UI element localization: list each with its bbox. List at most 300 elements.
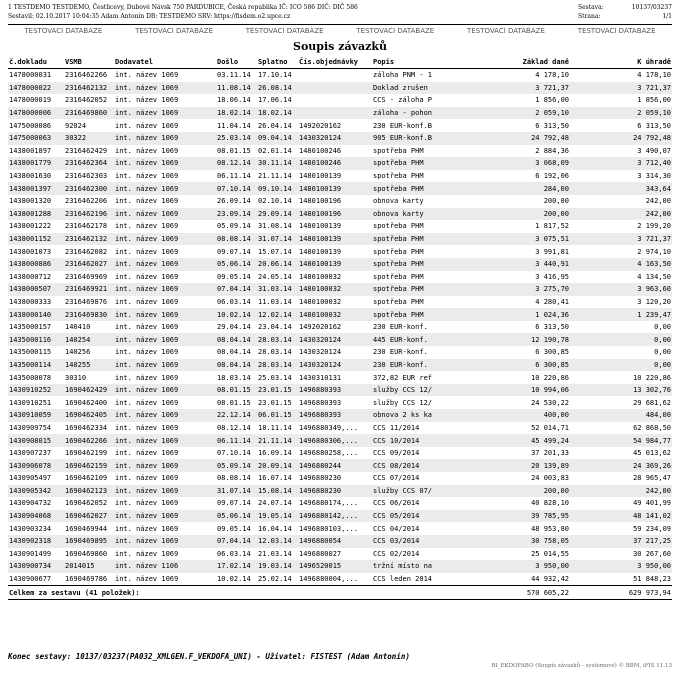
cell-supplier: int. název 1069 [114,233,216,246]
table-row [8,321,672,334]
cell-to-pay: 1 856,00 [637,96,671,105]
cell-order: 1480100139 [298,233,372,246]
cell-doc: 1438001073 [9,247,52,256]
cell-description: obnova 2 ks ka [372,409,466,422]
cell-due: 29.09.14 [257,208,298,221]
cell-description: spotřeba PHM [373,172,424,181]
col-header-doc: č.dokladu [8,56,64,69]
cell-description: CCS leden 2014 [373,575,433,584]
cell-received: 05.09.14 [216,459,257,472]
cell-doc: 1478000019 [9,96,52,105]
cell-supplier: int. název 1069 [115,146,179,155]
cell-supplier: int. název 1069 [115,197,179,206]
table-row [8,258,672,271]
cell-vsmb: 1690469860 [65,549,108,558]
cell-due: 12.03.14 [257,535,298,548]
cell-to-pay: 51 848,23 [633,575,671,584]
cell-supplier: int. název 1069 [115,449,179,458]
cell-vsmb: 30310 [65,373,87,382]
cell-received: 11.08.14 [216,82,257,95]
table-row [8,535,672,548]
cell-to-pay: 59 234,09 [633,524,671,533]
cell-doc: 1435000115 [9,348,52,357]
cell-supplier: int. název 1069 [115,549,179,558]
cell-order: 1496880103,... [299,524,359,533]
cell-doc: 1475000063 [8,132,64,145]
cell-received: 08.01.15 [216,384,257,397]
cell-to-pay: 48 141,02 [570,510,672,523]
cell-supplier: int. název 1069 [115,272,179,281]
cell-order: 1496880174,... [299,499,359,508]
cell-to-pay: 0,00 [654,348,671,357]
cell-received: 05.06.14 [216,510,257,523]
cell-to-pay: 0,00 [570,359,672,372]
cell-order: 1430320124 [299,348,342,357]
cell-due: 23.01.15 [258,398,292,407]
cell-order: 1496880244 [298,459,372,472]
cell-due: 16.07.14 [258,474,292,483]
cell-due: 20.06.14 [257,258,298,271]
cell-vsmb: 2316469969 [65,272,108,281]
table-row [8,472,672,485]
cell-received: 05.06.14 [216,258,257,271]
cell-received: 09.07.14 [217,499,251,508]
cell-doc: 1435000078 [9,373,52,382]
cell-order: 1496880230 [299,474,342,483]
cell-description: spotřeba PHM [372,233,466,246]
cell-supplier: int. název 1069 [115,71,179,80]
cell-supplier: int. název 1069 [114,535,216,548]
cell-to-pay: 3 490,07 [637,146,671,155]
table-row [8,548,672,561]
cell-tax-base: 3 416,95 [535,272,569,281]
cell-supplier: int. název 1069 [115,474,179,483]
cell-description: služby CCS 12/ [372,384,466,397]
cell-received: 10.02.14 [217,575,251,584]
cell-to-pay: 30 267,60 [633,549,671,558]
watermark-text: TESTOVACÍ DATABÁZE [356,27,435,35]
cell-to-pay: 343,64 [570,182,672,195]
cell-order: 1480100139 [299,222,342,231]
cell-order: 1480100032 [298,283,372,296]
watermark-text: TESTOVACÍ DATABÁZE [24,27,103,35]
cell-supplier: int. název 1069 [114,510,216,523]
cell-order: 1480100139 [299,247,342,256]
cell-description: obnova karty [373,197,424,206]
cell-to-pay: 6 313,50 [637,121,671,130]
table-header-row [8,56,672,69]
cell-to-pay: 2 199,20 [637,222,671,231]
cell-doc: 1435000114 [8,359,64,372]
table-row [8,233,672,246]
cell-order: 1496880230 [298,485,372,498]
cell-doc: 1430900734 [8,560,64,573]
cell-doc: 1478000031 [9,71,52,80]
cell-description: spotřeba PHM [372,157,466,170]
cell-description: spotřeba PHM [373,146,424,155]
cell-description: 445 EUR-konf. [372,333,466,346]
cell-tax-base: 200,00 [466,208,570,221]
cell-supplier: int. název 1069 [114,82,216,95]
cell-doc: 1438001222 [9,222,52,231]
cell-received: 06.11.14 [216,434,257,447]
cell-description: záloha PNM - 1 [373,71,433,80]
cell-received: 06.03.14 [217,297,251,306]
cell-description: spotřeba PHM [372,308,466,321]
cell-to-pay: 62 868,50 [633,423,671,432]
cell-vsmb: 2316462132 [64,233,114,246]
cell-description: CCS 06/2014 [373,499,420,508]
cell-description: služby CCS 07/ [372,485,466,498]
cell-received: 18.03.14 [217,373,251,382]
cell-description: spotřeba PHM [373,222,424,231]
cell-order: 1480100246 [298,157,372,170]
cell-tax-base: 48 953,80 [531,524,569,533]
cell-order: 1496880142,... [298,510,372,523]
cell-vsmb: 1690469944 [65,524,108,533]
cell-supplier: int. název 1069 [114,459,216,472]
cell-doc: 1438000886 [8,258,64,271]
cell-vsmb: 1690469895 [64,535,114,548]
cell-received: 08.04.14 [217,348,251,357]
cell-supplier: int. název 1069 [115,499,179,508]
cell-doc: 1430907237 [9,449,52,458]
cell-tax-base: 10 220,86 [531,373,569,382]
cell-vsmb: 2316462266 [65,71,108,80]
col-header-vsmb: VSMB [64,56,114,69]
report-title: Soupis závazků [293,40,387,53]
cell-tax-base: 6 313,50 [535,121,569,130]
cell-order: 1496880027 [299,549,342,558]
cell-vsmb: 1690462123 [64,485,114,498]
table-row [8,271,672,284]
table-row [8,447,672,460]
cell-description: CCS 07/2014 [373,474,420,483]
cell-tax-base: 6 192,06 [535,172,569,181]
cell-supplier: int. název 1069 [115,398,179,407]
table-row [8,434,672,447]
cell-tax-base: 200,00 [543,197,569,206]
cell-received: 17.02.14 [216,560,257,573]
cell-description: CCS 08/2014 [372,459,466,472]
cell-vsmb: 30322 [64,132,114,145]
cell-order: 1496880349,... [299,423,359,432]
cell-to-pay: 242,00 [570,485,672,498]
cell-doc: 1438001288 [8,208,64,221]
cell-doc: 1438001630 [9,172,52,181]
cell-description: CCS 09/2014 [373,449,420,458]
cell-due: 19.05.14 [257,510,298,523]
cell-doc: 1475000086 [9,121,52,130]
cell-supplier: int. název 1106 [114,560,216,573]
cell-vsmb: 140410 [65,323,91,332]
cell-supplier: int. název 1069 [115,297,179,306]
cell-received: 31.07.14 [216,485,257,498]
cell-tax-base: 39 785,95 [466,510,570,523]
cell-supplier: int. název 1069 [114,132,216,145]
cell-order: 1480100032 [299,297,342,306]
table-row [8,145,672,158]
cell-tax-base: 24 792,48 [466,132,570,145]
cell-vsmb: 2316462027 [64,258,114,271]
cell-order: 1492020162 [299,121,342,130]
cell-supplier: int. název 1069 [115,247,179,256]
cell-received: 09.05.14 [217,272,251,281]
cell-received: 05.09.14 [217,222,251,231]
page-value: 1/1 [662,13,672,20]
cell-doc: 1435000116 [8,333,64,346]
cell-to-pay: 242,00 [570,208,672,221]
cell-doc: 1438000140 [8,308,64,321]
cell-received: 18.02.14 [216,107,257,120]
cell-vsmb: 1690462266 [64,434,114,447]
cell-doc: 1430903234 [9,524,52,533]
cell-received: 29.04.14 [217,323,251,332]
cell-supplier: int. název 1069 [115,323,179,332]
table-row [8,245,672,258]
table-row [8,308,672,321]
cell-doc: 1438001779 [8,157,64,170]
cell-supplier: int. název 1069 [114,182,216,195]
cell-due: 17.06.14 [258,96,292,105]
table-row [8,132,672,145]
cell-supplier: int. název 1069 [114,333,216,346]
cell-to-pay: 49 401,99 [633,499,671,508]
cell-order: 1496880306,... [298,434,372,447]
cell-to-pay: 4 163,50 [570,258,672,271]
cell-tax-base: 3 068,09 [466,157,570,170]
cell-description: CCS 10/2014 [372,434,466,447]
total-due: 629 973,94 [570,586,672,600]
cell-to-pay: 54 984,77 [570,434,672,447]
cell-received: 06.03.14 [217,549,251,558]
cell-due: 24.07.14 [258,499,292,508]
cell-received: 10.02.14 [216,308,257,321]
cell-due: 17.10.14 [258,71,292,80]
table-row [8,208,672,221]
col-header-received: Došlo [216,56,257,69]
cell-description: 230 EUR-konf. [373,348,428,357]
cell-to-pay: 3 721,37 [570,233,672,246]
cell-supplier: int. název 1069 [114,485,216,498]
table-row [8,296,672,309]
cell-supplier: int. název 1069 [114,434,216,447]
cell-vsmb: 2316469921 [64,283,114,296]
cell-vsmb: 1690462334 [65,423,108,432]
cell-received: 03.11.14 [217,71,251,80]
cell-to-pay: 0,00 [570,333,672,346]
cell-received: 07.10.14 [216,182,257,195]
cell-doc: 1478000022 [8,82,64,95]
cell-to-pay: 3 950,00 [570,560,672,573]
cell-due: 06.01.15 [257,409,298,422]
cell-received: 23.09.14 [216,208,257,221]
cell-supplier: int. název 1069 [115,96,179,105]
cell-order: 1480100139 [299,172,342,181]
cell-tax-base: 3 075,51 [466,233,570,246]
cell-to-pay: 45 013,62 [633,449,671,458]
cell-due: 26.04.14 [258,121,292,130]
cell-order: 1430320124 [298,132,372,145]
cell-to-pay: 0,00 [654,323,671,332]
table-row [8,283,672,296]
cell-supplier: int. název 1069 [115,373,179,382]
cell-tax-base: 20 139,89 [466,459,570,472]
cell-due: 21.11.14 [257,434,298,447]
cell-description: spotřeba PHM [372,182,466,195]
col-header-due: Splatno [257,56,298,69]
cell-due: 15.08.14 [257,485,298,498]
cell-description: obnova karty [372,208,466,221]
cell-due: 23.01.15 [257,384,298,397]
table-row [8,195,672,208]
table-row [8,333,672,346]
cell-vsmb: 2316462132 [64,82,114,95]
table-row [8,170,672,183]
cell-doc: 1430900677 [9,575,52,584]
cell-received: 08.12.14 [217,423,251,432]
col-header-to-pay: K úhradě [570,56,672,69]
cell-description: 230 EUR-konf. [373,323,428,332]
cell-tax-base: 1 817,52 [535,222,569,231]
cell-to-pay: 2 974,10 [637,247,671,256]
table-row [8,485,672,498]
cell-order: 1496880054 [298,535,372,548]
cell-doc: 1430910252 [8,384,64,397]
cell-due: 21.03.14 [258,549,292,558]
cell-received: 18.06.14 [217,96,251,105]
cell-description: 230 EUR-konf.B [373,121,433,130]
cell-vsmb: 1690462159 [64,459,114,472]
table-row [8,69,672,82]
cell-order [298,94,372,107]
cell-vsmb: 140256 [65,348,91,357]
cell-supplier: int. název 1069 [115,575,179,584]
cell-received: 08.01.15 [217,146,251,155]
cell-supplier: int. název 1069 [114,258,216,271]
cell-description: 372,82 EUR ref [373,373,433,382]
cell-due: 12.02.14 [257,308,298,321]
cell-received: 11.04.14 [217,121,251,130]
cell-vsmb: 2316462052 [65,96,108,105]
cell-due: 31.07.14 [257,233,298,246]
cell-doc: 1430905497 [9,474,52,483]
cell-to-pay: 3 963,60 [570,283,672,296]
cell-due: 31.08.14 [258,222,292,231]
cell-tax-base: 6 313,50 [535,323,569,332]
cell-due: 24.05.14 [258,272,292,281]
cell-order: 1496520015 [298,560,372,573]
cell-description: služby CCS 12/ [373,398,433,407]
cell-to-pay: 28 965,47 [633,474,671,483]
cell-tax-base: 40 828,10 [531,499,569,508]
cell-due: 09.10.14 [257,182,298,195]
cell-tax-base: 12 190,78 [466,333,570,346]
cell-supplier: int. název 1069 [115,172,179,181]
cell-order: 1496880393 [298,384,372,397]
cell-vsmb: 1690462199 [65,449,108,458]
col-header-supplier: Dodavatel [114,56,216,69]
report-value: 10137/03237 [631,4,672,11]
cell-vsmb: 2316469830 [64,308,114,321]
table-row [8,182,672,195]
cell-due: 21.11.14 [258,172,292,181]
cell-supplier: int. název 1069 [114,384,216,397]
cell-order [298,82,372,95]
cell-received: 07.04.14 [216,535,257,548]
cell-doc: 1430905342 [8,485,64,498]
cell-tax-base: 24 003,83 [531,474,569,483]
cell-description: CCS 05/2014 [372,510,466,523]
cell-received: 09.05.14 [217,524,251,533]
cell-order: 1480100139 [298,182,372,195]
cell-tax-base: 200,00 [466,485,570,498]
watermark-text: TESTOVACÍ DATABÁZE [135,27,213,35]
cell-order: 1480100139 [298,258,372,271]
cell-doc: 1438001897 [9,146,52,155]
cell-description: spotřeba PHM [372,258,466,271]
cell-supplier: int. název 1069 [114,359,216,372]
cell-vsmb: 2316462082 [65,247,108,256]
table-row [8,510,672,523]
cell-received: 08.08.14 [217,474,251,483]
cell-tax-base: 10 994,06 [466,384,570,397]
cell-supplier: int. název 1069 [114,308,216,321]
cell-doc: 1438000712 [9,272,52,281]
cell-vsmb: 1690462400 [65,398,108,407]
report-label: Sestava: [578,4,604,11]
cell-received: 06.11.14 [217,172,251,181]
cell-supplier: int. název 1069 [114,208,216,221]
cell-doc: 1438001397 [8,182,64,195]
cell-tax-base: 44 932,42 [531,575,569,584]
table-row [8,220,672,233]
cell-received: 22.12.14 [216,409,257,422]
cell-due: 18.11.14 [258,423,292,432]
cell-order: 1496880004,... [299,575,359,584]
cell-order: 1496880393 [298,409,372,422]
cell-vsmb: 2316462178 [65,222,108,231]
cell-tax-base: 25 014,55 [531,549,569,558]
cell-tax-base: 4 280,41 [535,297,569,306]
cell-due: 28.03.14 [258,348,292,357]
cell-description: CCS - záloha P [373,96,433,105]
cell-doc: 1430909754 [9,423,52,432]
cell-due: 25.03.14 [258,373,292,382]
cell-description: Doklad zrušen [372,82,466,95]
table-row [8,371,672,384]
cell-vsmb: 2316462300 [64,182,114,195]
table-row [8,384,672,397]
cell-vsmb: 1690462405 [64,409,114,422]
company-line: 1 TESTDEMO TESTDEMO, Čestlicevy, Dubové Návsk 750 PARDUBICE, Česká republika IČ: ICO 586 DIČ: DIČ 586 [8,4,358,11]
cell-tax-base: 2 059,10 [466,107,570,120]
cell-order: 1496880258,... [299,449,359,458]
cell-received: 26.09.14 [217,197,251,206]
cell-to-pay: 10 220,86 [633,373,671,382]
cell-to-pay: 3 314,30 [637,172,671,181]
cell-to-pay: 4 178,10 [637,71,671,80]
cell-tax-base: 1 856,00 [535,96,569,105]
liabilities-table [8,56,672,600]
cell-tax-base: 3 950,00 [466,560,570,573]
cell-due: 16.04.14 [258,524,292,533]
table-row [8,94,672,107]
cell-to-pay: 2 059,10 [570,107,672,120]
cell-vsmb: 2316462196 [64,208,114,221]
cell-order [298,107,372,120]
cell-vsmb: 2316462364 [64,157,114,170]
